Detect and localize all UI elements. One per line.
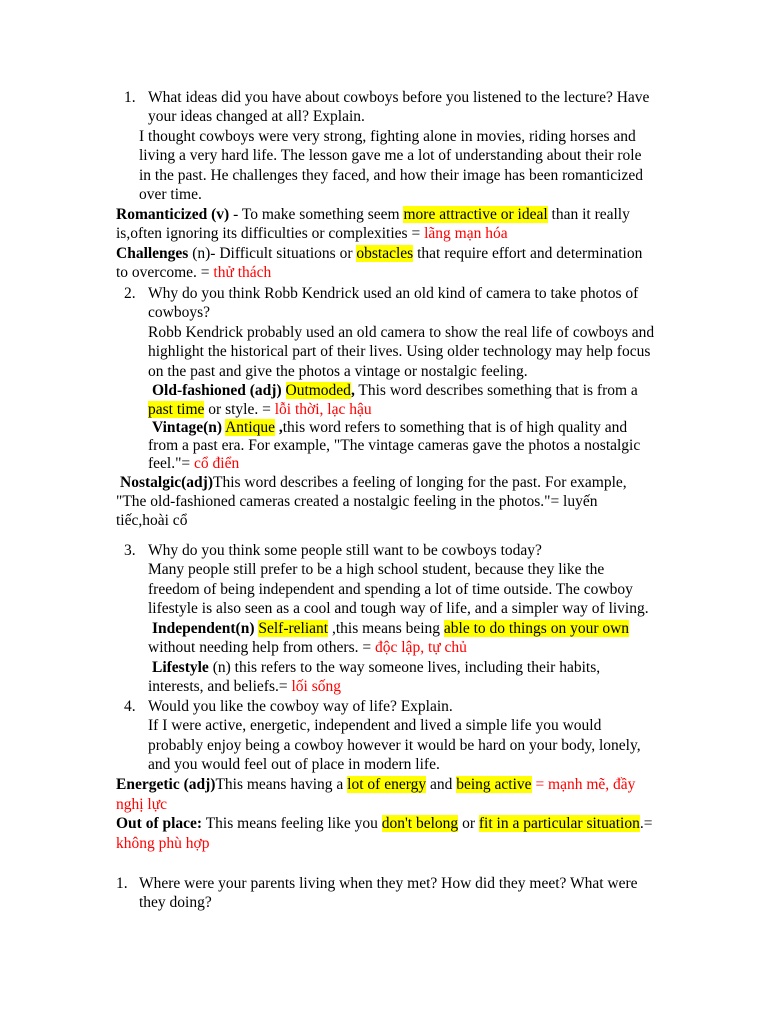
highlighted-text: fit in a particular situation (478, 815, 640, 832)
vocab-term: Lifestyle (152, 659, 209, 676)
list-number: 1. (116, 875, 128, 892)
answer-text: probably enjoy being a cowboy however it would be hard on your body, lonely, (148, 737, 641, 754)
definition-text: feel."= (148, 455, 195, 472)
vocab-line (120, 473, 627, 492)
question-text: they doing? (139, 894, 212, 911)
vocab-line (116, 244, 642, 263)
vocab-line (116, 205, 630, 224)
vietnamese-translation: cổ điển (194, 455, 240, 472)
answer-text: in the past. He challenges they faced, and how their image has been romanticized (139, 167, 643, 184)
highlighted-text: Self-reliant (258, 620, 329, 637)
definition-text: This means having a (215, 776, 348, 793)
answer-text: lifestyle is also seen as a cool and tough way of life, and a simpler way of living. (148, 600, 649, 617)
vocab-line (152, 418, 627, 437)
answer-text: I thought cowboys were very strong, fighting alone in movies, riding horses and (139, 128, 636, 145)
highlighted-text: more attractive or ideal (403, 206, 548, 223)
list-number: 1. (124, 89, 136, 106)
list-number: 4. (124, 698, 136, 715)
definition-text: This means feeling like you (202, 815, 382, 832)
question-text: your ideas changed at all? Explain. (148, 108, 365, 125)
vietnamese-translation: lãng mạn hóa (424, 225, 508, 242)
vocab-term: Old-fashioned (adj) (152, 382, 282, 399)
vietnamese-translation: = mạnh mẽ, đầy (531, 776, 636, 793)
vocab-term: Independent(n) (152, 620, 255, 637)
vocab-line (148, 400, 372, 419)
vietnamese-translation: lối sống (291, 678, 341, 695)
question-text: Why do you think Robb Kendrick used an old kind of camera to take photos of (148, 285, 639, 302)
vietnamese-translation: lỗi thời, lạc hậu (274, 401, 372, 418)
vocab-term: Nostalgic(adj) (120, 474, 213, 491)
vocab-term: Challenges (116, 245, 189, 262)
highlighted-text: able to do things on your own (443, 620, 630, 637)
definition-text: than it really (547, 206, 630, 223)
definition-text: .= (639, 815, 653, 832)
question-text: cowboys? (148, 304, 210, 321)
vocab-line: "The old-fashioned cameras created a nostalgic feeling in the photos."= luyến (116, 493, 598, 510)
answer-text: over time. (139, 186, 202, 203)
list-number: 2. (124, 285, 136, 302)
highlighted-text: don't belong (381, 815, 459, 832)
definition-text: This word describes something that is from a (354, 382, 638, 399)
vocab-term: Out of place: (116, 815, 203, 832)
definition-text: - To make something seem (229, 206, 404, 223)
vocab-line (116, 263, 271, 282)
punctuation: , (350, 382, 355, 399)
definition-text: to overcome. = (116, 264, 214, 281)
definition-text: interests, and beliefs.= (148, 678, 292, 695)
answer-text: Many people still prefer to be a high school student, because they like the (148, 561, 605, 578)
definition-text: ,this means being (328, 620, 444, 637)
vocab-term: Vintage(n) (152, 419, 223, 436)
question-text: Why do you think some people still want to be cowboys today? (148, 542, 542, 559)
answer-text: Robb Kendrick probably used an old camera to show the real life of cowboys and (148, 324, 655, 341)
vocab-line (116, 814, 652, 833)
vocab-line (148, 677, 341, 696)
definition-text: (n)- Difficult situations or (188, 245, 357, 262)
vietnamese-translation: độc lập, tự chủ (375, 639, 467, 656)
definition-text: that require effort and determination (413, 245, 643, 262)
highlighted-text: past time (148, 401, 205, 418)
definition-text: without needing help from others. = (148, 639, 375, 656)
vocab-line (152, 619, 629, 638)
vocab-line (116, 224, 508, 243)
answer-text: highlight the historical part of their lives. Using older technology may help focus (148, 343, 651, 360)
definition-text: This word describes a feeling of longing for the past. For example, (213, 474, 627, 491)
vocab-line (148, 454, 239, 473)
definition-text: (n) this refers to the way someone lives, including their habits, (208, 659, 601, 676)
vocab-line (152, 658, 600, 677)
highlighted-text: Outmoded (285, 382, 351, 399)
answer-text: and you would feel out of place in modern life. (148, 756, 440, 773)
vocab-line: tiếc,hoài cổ (116, 512, 188, 529)
vocab-line: from a past era. For example, "The vintage cameras gave the photos a nostalgic (148, 437, 641, 454)
definition-text: this word refers to something that is of high quality and (282, 419, 628, 436)
vocab-line (148, 638, 467, 657)
vocab-line (116, 775, 635, 794)
vocab-term: Romanticized (v) (116, 206, 230, 223)
definition-text: or (458, 815, 479, 832)
vietnamese-translation: nghị lực (116, 796, 168, 813)
definition-text: and (426, 776, 457, 793)
question-text: Where were your parents living when they met? How did they meet? What were (139, 875, 638, 892)
answer-text: on the past and give the photos a vintage or nostalgic feeling. (148, 363, 528, 380)
answer-text: freedom of being independent and spending a lot of time outside. The cowboy (148, 581, 633, 598)
vietnamese-translation: thử thách (213, 264, 272, 281)
definition-text: or style. = (204, 401, 275, 418)
vietnamese-translation: không phù hợp (116, 835, 210, 852)
question-text: Would you like the cowboy way of life? Explain. (148, 698, 453, 715)
answer-text: If I were active, energetic, independent and lived a simple life you would (148, 717, 602, 734)
highlighted-text: obstacles (356, 245, 414, 262)
punctuation: , (275, 419, 283, 436)
vocab-line (152, 381, 638, 400)
list-number: 3. (124, 542, 136, 559)
vocab-term: Energetic (adj) (116, 776, 216, 793)
answer-text: living a very hard life. The lesson gave me a lot of understanding about their role (139, 147, 642, 164)
definition-text: is,often ignoring its difficulties or complexities = (116, 225, 425, 242)
highlighted-text: Antique (225, 419, 275, 436)
question-text: What ideas did you have about cowboys before you listened to the lecture? Have (148, 89, 650, 106)
highlighted-text: being active (456, 776, 532, 793)
highlighted-text: lot of energy (347, 776, 427, 793)
